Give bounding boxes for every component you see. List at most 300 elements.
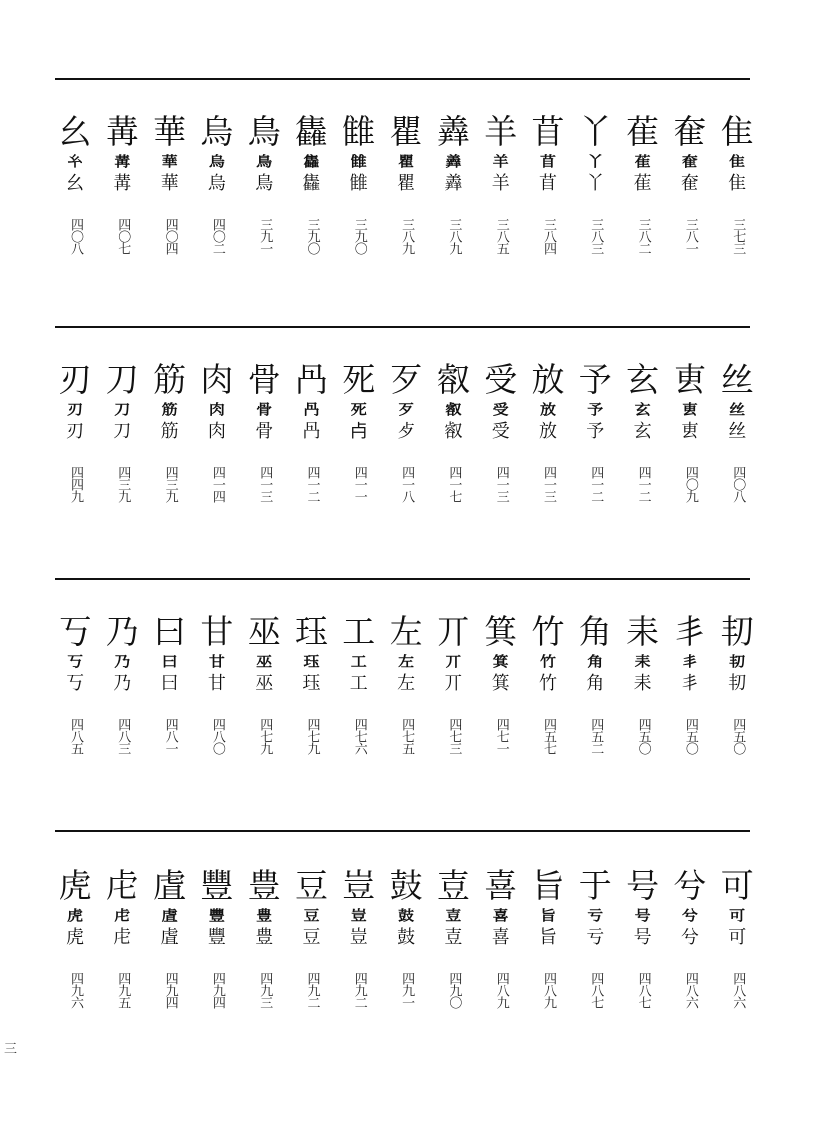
head-character: 巫	[247, 612, 281, 651]
radical-entry	[525, 112, 571, 254]
entry-row-2	[55, 360, 754, 560]
transcribed-form: 豐	[207, 927, 226, 948]
seal-script-form: 雔	[350, 153, 367, 171]
radical-entry	[383, 112, 429, 254]
transcribed-form: 予	[586, 421, 605, 442]
radical-entry	[430, 612, 476, 754]
head-character: 羴	[436, 112, 470, 151]
transcribed-form: 鼓	[397, 927, 416, 948]
page-number: 四五七	[541, 718, 556, 754]
head-character: 奞	[673, 112, 707, 151]
seal-script-form: 豊	[256, 907, 273, 925]
radical-entry	[194, 612, 240, 754]
page-number: 三八九	[399, 218, 415, 254]
transcribed-form: 喜	[491, 927, 510, 948]
head-character: 箕	[484, 612, 518, 651]
seal-script-form: 丌	[445, 653, 462, 671]
radical-entry	[289, 612, 335, 754]
seal-script-form: 死	[350, 401, 367, 419]
transcribed-form: 旨	[539, 927, 557, 948]
radical-entry	[667, 360, 713, 502]
head-character: 豊	[247, 866, 281, 905]
page-number: 四〇八	[68, 218, 83, 254]
page-number: 三九一	[257, 218, 273, 254]
transcribed-form: 左	[397, 673, 416, 694]
page-number: 四五〇	[730, 718, 746, 754]
radical-entry	[714, 612, 760, 754]
transcribed-form: 玄	[633, 421, 652, 442]
radical-entry	[714, 360, 760, 502]
transcribed-form: 刀	[113, 421, 132, 442]
page-number: 四一三	[541, 466, 556, 502]
head-character: 豐	[200, 866, 234, 905]
seal-script-form: 豆	[303, 907, 320, 925]
radical-entry	[147, 866, 193, 1008]
seal-script-form: 肉	[208, 401, 225, 419]
seal-script-form: 苜	[539, 153, 556, 171]
head-character: 肉	[200, 360, 234, 399]
seal-script-form: 竹	[539, 653, 556, 671]
radical-entry	[667, 112, 713, 254]
seal-script-form: 虘	[161, 907, 178, 925]
page-number: 四九一	[399, 972, 415, 1008]
head-character: 壴	[436, 866, 470, 905]
radical-entry	[478, 866, 524, 1008]
head-character: 角	[578, 612, 612, 651]
head-character: 筋	[153, 360, 187, 399]
radical-entry	[620, 866, 666, 1008]
radical-entry	[289, 866, 335, 1008]
entry-row-3	[55, 612, 754, 812]
transcribed-form: 乃	[113, 673, 132, 694]
head-character: 竹	[531, 612, 565, 651]
radical-entry	[241, 112, 287, 254]
seal-script-form: 甘	[208, 653, 225, 671]
radical-entry	[99, 112, 145, 254]
transcribed-form: 烏	[207, 173, 226, 194]
transcribed-form: 羊	[491, 173, 510, 194]
seal-script-form: 兮	[681, 907, 698, 925]
head-character: 丝	[720, 360, 754, 399]
seal-script-form: 耒	[634, 653, 651, 671]
seal-script-form: 雥	[303, 153, 320, 171]
transcribed-form: 羴	[444, 173, 463, 194]
head-character: 死	[342, 360, 376, 399]
page-number: 三八四	[541, 218, 556, 254]
radical-entry	[52, 612, 98, 754]
seal-script-form: 珏	[303, 653, 320, 671]
transcribed-form: 華	[160, 173, 179, 194]
head-character: 号	[626, 866, 660, 905]
transcribed-form: 奞	[680, 173, 699, 194]
head-character: 玄	[626, 360, 660, 399]
page-number: 四一四	[209, 466, 225, 502]
page-number: 四一二	[304, 466, 320, 502]
page-number: 四七九	[304, 718, 320, 754]
seal-script-form: 受	[492, 401, 509, 419]
radical-entry	[99, 360, 145, 502]
seal-script-form: 刃	[66, 401, 83, 419]
seal-script-form: 放	[539, 401, 556, 419]
transcribed-form: 冎	[302, 421, 321, 442]
head-character: 虘	[153, 866, 187, 905]
seal-script-form: 㕡	[445, 401, 462, 419]
transcribed-form: 壴	[444, 927, 463, 948]
transcribed-form: 豊	[255, 927, 274, 948]
page-number: 四三九	[162, 466, 178, 502]
seal-script-form: 亏	[587, 907, 604, 925]
head-character: 瞿	[389, 112, 423, 151]
transcribed-form: 虘	[160, 927, 179, 948]
head-character: 丯	[673, 612, 707, 651]
seal-script-form: 旨	[539, 907, 556, 925]
transcribed-form: 亏	[586, 927, 605, 948]
transcribed-form: 豆	[302, 927, 321, 948]
seal-script-form: 角	[587, 653, 604, 671]
page-number: 四三九	[115, 466, 131, 502]
head-character: 受	[484, 360, 518, 399]
transcribed-form: 放	[539, 421, 557, 442]
radical-entry	[194, 112, 240, 254]
head-character: 鼓	[389, 866, 423, 905]
radical-entry	[572, 866, 618, 1008]
transcribed-form: 珏	[302, 673, 321, 694]
transcribed-form: 苜	[539, 173, 557, 194]
transcribed-form: 丝	[728, 421, 747, 442]
transcribed-form: 甘	[207, 673, 226, 694]
radical-entry	[99, 866, 145, 1008]
page-number: 四七三	[446, 718, 462, 754]
rule-3	[55, 578, 750, 580]
seal-script-form: 烏	[208, 153, 225, 171]
seal-script-form: 虎	[66, 907, 83, 925]
transcribed-form: 㓞	[728, 673, 747, 694]
radical-entry	[714, 112, 760, 254]
head-character: 㕡	[436, 360, 470, 399]
radical-entry	[336, 360, 382, 502]
transcribed-form: 叀	[680, 421, 699, 442]
page-number: 四九三	[257, 972, 273, 1008]
transcribed-form: 角	[586, 673, 605, 694]
head-character: 左	[389, 612, 423, 651]
transcribed-form: 曰	[160, 673, 179, 694]
radical-entry	[336, 866, 382, 1008]
entry-row-4	[55, 866, 754, 1066]
seal-script-form: 𢆯	[66, 153, 83, 171]
head-character: 工	[342, 612, 376, 651]
head-character: 幺	[58, 112, 92, 151]
transcribed-form: 幺	[66, 173, 84, 194]
radical-entry	[289, 360, 335, 502]
head-character: 丫	[578, 112, 612, 151]
radical-entry	[241, 612, 287, 754]
transcribed-form: 𣦵	[349, 421, 368, 442]
seal-script-form: 鳥	[256, 153, 273, 171]
page-number: 四八九	[493, 972, 509, 1008]
page-number: 四〇八	[730, 466, 746, 502]
page-number: 四九六	[68, 972, 83, 1008]
page-number: 四九四	[162, 972, 178, 1008]
page-number: 四九二	[304, 972, 320, 1008]
seal-script-form: 羴	[445, 153, 462, 171]
radical-entry	[620, 360, 666, 502]
seal-script-form: 刀	[114, 401, 131, 419]
head-character: 放	[531, 360, 565, 399]
radical-entry	[430, 866, 476, 1008]
head-character: 丂	[58, 612, 92, 651]
radical-entry	[383, 866, 429, 1008]
page-number: 三八三	[588, 218, 604, 254]
page-number: 四〇九	[682, 466, 698, 502]
page-number: 四〇四	[162, 218, 178, 254]
page-number: 四八五	[68, 718, 83, 754]
seal-script-form: 筋	[161, 401, 178, 419]
seal-script-form: 可	[729, 907, 746, 925]
transcribed-form: 受	[491, 421, 510, 442]
page-number: 四七一	[493, 718, 509, 754]
radical-entry	[99, 612, 145, 754]
transcribed-form: 丯	[680, 673, 699, 694]
head-character: 于	[578, 866, 612, 905]
page-number: 四一七	[446, 466, 462, 502]
transcribed-form: 萑	[633, 173, 652, 194]
head-character: 骨	[247, 360, 281, 399]
seal-script-form: 丂	[66, 653, 83, 671]
head-character: 華	[153, 112, 187, 151]
transcribed-form: 雔	[349, 173, 368, 194]
seal-script-form: 箕	[492, 653, 509, 671]
transcribed-form: 兮	[680, 927, 699, 948]
page-number: 三八九	[446, 218, 462, 254]
page-number: 四七六	[351, 718, 367, 754]
seal-script-form: 瞿	[398, 153, 415, 171]
radical-entry	[714, 866, 760, 1008]
rule-1	[55, 78, 750, 80]
radical-entry	[572, 112, 618, 254]
head-character: 鳥	[247, 112, 281, 151]
seal-script-form: 号	[634, 907, 651, 925]
page-number: 四五〇	[682, 718, 698, 754]
page-number: 四五二	[588, 718, 604, 754]
head-character: 虎	[58, 866, 92, 905]
radical-entry	[430, 360, 476, 502]
head-character: 冎	[295, 360, 328, 399]
head-character: 刃	[58, 360, 92, 399]
head-character: 曰	[153, 612, 187, 651]
page-number: 四八七	[588, 972, 604, 1008]
page-number: 四一三	[257, 466, 273, 502]
radical-entry	[194, 866, 240, 1008]
seal-script-form: 隹	[729, 153, 746, 171]
head-character: 刀	[105, 360, 139, 399]
head-character: 豆	[295, 866, 328, 905]
radical-entry	[525, 612, 571, 754]
seal-script-form: 叀	[681, 401, 698, 419]
transcribed-form: 丫	[586, 173, 605, 194]
radical-entry	[289, 112, 335, 254]
head-character: 萑	[626, 112, 660, 151]
radical-entry	[147, 112, 193, 254]
transcribed-form: 虎	[66, 927, 84, 948]
head-character: 隹	[720, 112, 754, 151]
page-number: 三八二	[635, 218, 651, 254]
head-character: 㓞	[720, 612, 754, 651]
page-number: 四八七	[635, 972, 651, 1008]
radical-entry	[241, 360, 287, 502]
head-character: 可	[720, 866, 754, 905]
transcribed-form: 歺	[397, 421, 416, 442]
radical-entry	[620, 612, 666, 754]
transcribed-form: 丂	[66, 673, 84, 694]
radical-entry	[478, 612, 524, 754]
page-number: 四七九	[257, 718, 273, 754]
head-character: 苜	[531, 112, 565, 151]
radical-entry	[52, 360, 98, 502]
rule-4	[55, 830, 750, 832]
radical-entry	[52, 112, 98, 254]
radical-entry	[194, 360, 240, 502]
seal-script-form: 豈	[350, 907, 367, 925]
seal-script-form: 喜	[492, 907, 509, 925]
head-character: 叀	[673, 360, 707, 399]
page-number: 四七五	[399, 718, 415, 754]
page-folio: 三	[4, 1042, 18, 1057]
transcribed-form: 号	[633, 927, 652, 948]
rule-2	[55, 326, 750, 328]
seal-script-form: 華	[161, 153, 178, 171]
head-character: 冓	[105, 112, 139, 151]
seal-script-form: 丫	[587, 153, 604, 171]
radical-entry	[336, 612, 382, 754]
page-number: 四八六	[730, 972, 746, 1008]
page-number: 四八九	[541, 972, 556, 1008]
radical-entry	[147, 360, 193, 502]
transcribed-form: 冓	[113, 173, 132, 194]
head-character: 予	[578, 360, 612, 399]
page-number: 四一二	[588, 466, 604, 502]
transcribed-form: 箕	[491, 673, 510, 694]
radical-entry	[241, 866, 287, 1008]
transcribed-form: 雥	[302, 173, 321, 194]
seal-script-form: 奞	[681, 153, 698, 171]
radical-entry	[620, 112, 666, 254]
seal-script-form: 乃	[114, 653, 131, 671]
seal-script-form: 工	[350, 653, 367, 671]
transcribed-form: 瞿	[397, 173, 416, 194]
page-number: 三九〇	[304, 218, 320, 254]
seal-script-form: 豐	[208, 907, 225, 925]
head-character: 甘	[200, 612, 234, 651]
transcribed-form: 虍	[113, 927, 132, 948]
head-character: 虍	[105, 866, 139, 905]
head-character: 烏	[200, 112, 234, 151]
transcribed-form: 豈	[349, 927, 368, 948]
page-number: 四九五	[115, 972, 131, 1008]
radical-entry	[572, 612, 618, 754]
transcribed-form: 筋	[160, 421, 179, 442]
radical-entry	[572, 360, 618, 502]
transcribed-form: 鳥	[255, 173, 274, 194]
seal-script-form: 鼓	[398, 907, 415, 925]
seal-script-form: 骨	[256, 401, 273, 419]
transcribed-form: 竹	[539, 673, 557, 694]
head-character: 乃	[105, 612, 139, 651]
transcribed-form: 㕡	[444, 421, 463, 442]
seal-script-form: 冓	[114, 153, 131, 171]
page-number: 四九二	[351, 972, 367, 1008]
radical-entry	[478, 360, 524, 502]
page-number: 四一二	[635, 466, 651, 502]
radical-entry	[336, 112, 382, 254]
seal-script-form: 巫	[256, 653, 273, 671]
radical-entry	[667, 612, 713, 754]
seal-script-form: 㓞	[729, 653, 746, 671]
page-number: 四一一	[351, 466, 367, 502]
page-number: 四九〇	[446, 972, 462, 1008]
head-character: 兮	[673, 866, 707, 905]
page-number: 四八一	[162, 718, 178, 754]
head-character: 歹	[389, 360, 423, 399]
page-number: 四八六	[682, 972, 698, 1008]
seal-script-form: 歹	[398, 401, 415, 419]
head-character: 旨	[531, 866, 565, 905]
transcribed-form: 巫	[255, 673, 274, 694]
seal-script-form: 丝	[729, 401, 746, 419]
seal-script-form: 萑	[634, 153, 651, 171]
transcribed-form: 骨	[255, 421, 274, 442]
page-number: 三八一	[682, 218, 698, 254]
page-number: 三九〇	[351, 218, 367, 254]
head-character: 耒	[626, 612, 660, 651]
seal-script-form: 曰	[161, 653, 178, 671]
head-character: 喜	[484, 866, 518, 905]
seal-script-form: 丯	[681, 653, 698, 671]
page-number: 三八五	[493, 218, 509, 254]
transcribed-form: 工	[349, 673, 368, 694]
page-number: 四八〇	[209, 718, 225, 754]
head-character: 羊	[484, 112, 518, 151]
page-number: 四五〇	[635, 718, 651, 754]
head-character: 雥	[295, 112, 328, 151]
seal-script-form: 予	[587, 401, 604, 419]
radical-entry	[430, 112, 476, 254]
radical-entry	[525, 866, 571, 1008]
seal-script-form: 虍	[114, 907, 131, 925]
seal-script-form: 冎	[303, 401, 320, 419]
page-number: 三七三	[730, 218, 746, 254]
page-number: 四〇七	[115, 218, 131, 254]
head-character: 丌	[436, 612, 470, 651]
page-number: 四九四	[209, 972, 225, 1008]
seal-script-form: 羊	[492, 153, 509, 171]
radical-entry	[383, 360, 429, 502]
seal-script-form: 玄	[634, 401, 651, 419]
radical-entry	[383, 612, 429, 754]
head-character: 豈	[342, 866, 376, 905]
page-number: 四一三	[493, 466, 509, 502]
seal-script-form: 左	[398, 653, 415, 671]
page-number: 四一八	[399, 466, 415, 502]
transcribed-form: 耒	[633, 673, 652, 694]
transcribed-form: 隹	[728, 173, 747, 194]
radical-entry	[525, 360, 571, 502]
radical-entry	[52, 866, 98, 1008]
radical-entry	[147, 612, 193, 754]
radical-entry	[478, 112, 524, 254]
transcribed-form: 可	[728, 927, 747, 948]
transcribed-form: 刃	[66, 421, 84, 442]
head-character: 雔	[342, 112, 376, 151]
